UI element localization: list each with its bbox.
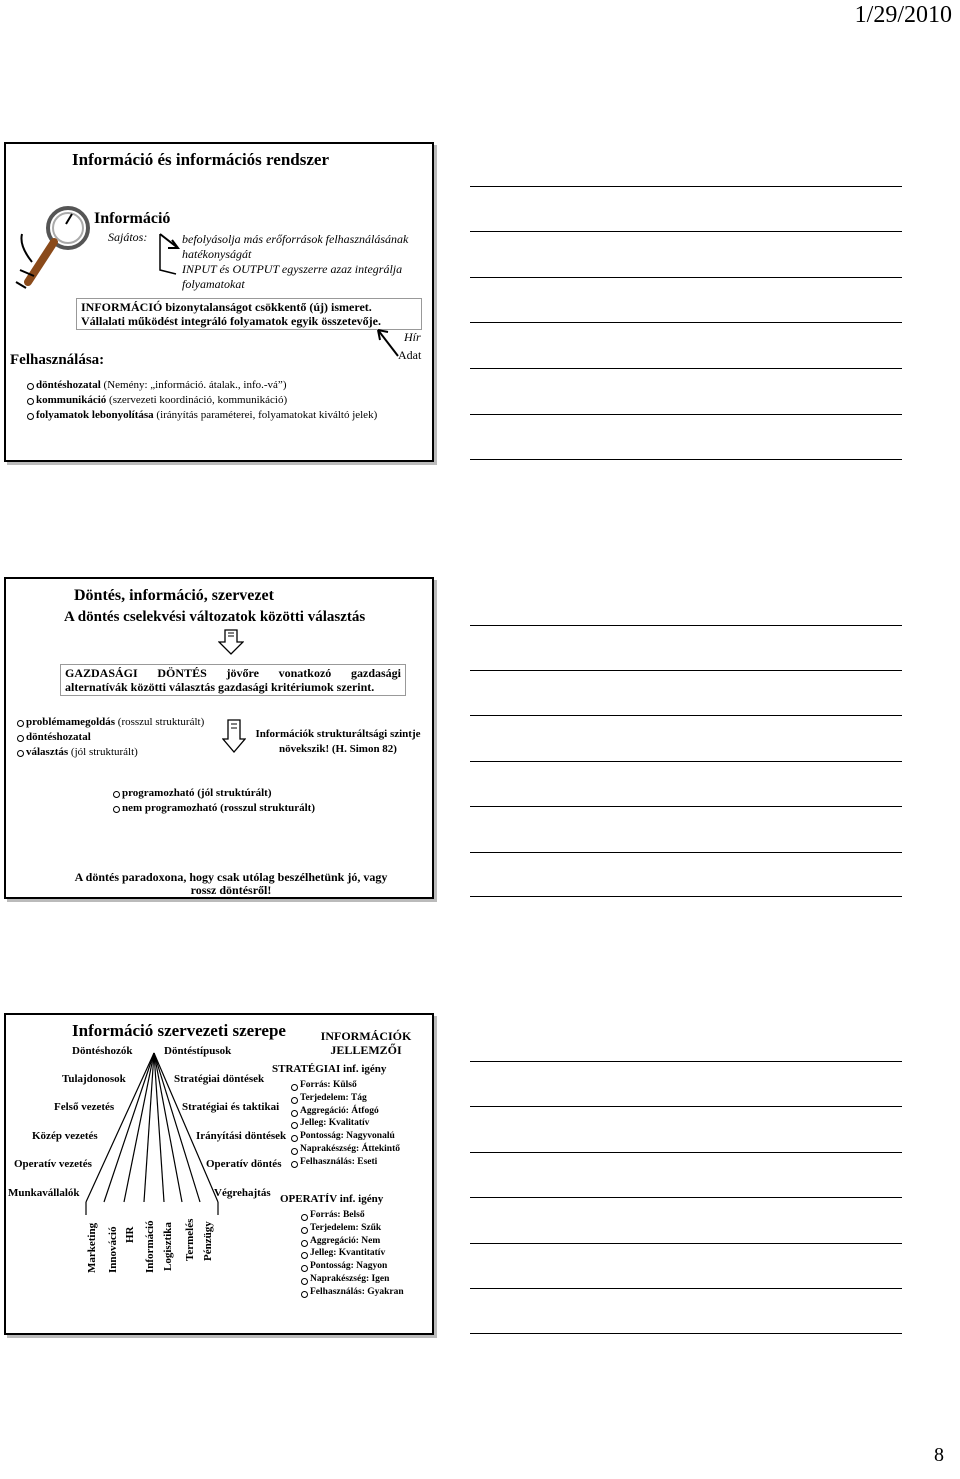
info-structure-note: [248, 727, 428, 757]
header-date: 1/29/2010: [854, 2, 952, 28]
list-item: Felhasználás: Gyakran: [300, 1286, 430, 1299]
box-line: GAZDASÁGI DÖNTÉS jövőre vonatkozó gazdasági: [65, 666, 401, 680]
programmability-list: [112, 786, 392, 816]
definition-line: INFORMÁCIÓ bizonytalanságot csökkentő (új) ismeret.: [81, 300, 372, 314]
list-item: Forrás: Belső: [300, 1209, 430, 1222]
decision-list: [16, 715, 236, 760]
operative-title: OPERATÍV inf. igény: [280, 1193, 384, 1205]
hir-label: Hír: [404, 330, 421, 344]
slide-2: [4, 577, 434, 899]
adat-label: Adat: [398, 348, 422, 362]
list-item: Naprakészség: Igen: [300, 1273, 430, 1286]
note-line: rossz döntésről!: [190, 883, 272, 897]
sajatos-line: folyamatokat: [182, 277, 245, 291]
list-item: Aggregáció: Átfogó: [290, 1105, 430, 1118]
sajatos-line: INPUT és OUTPUT egyszerre azaz integrálja: [182, 262, 403, 276]
list-item: Naprakészség: Áttekintő: [290, 1143, 430, 1156]
list-item: programozható (jól struktúrált): [112, 786, 392, 801]
strategic-title: STRATÉGIAI inf. igény: [272, 1063, 387, 1075]
arrow-down-icon: [222, 719, 246, 753]
decision-type-item: Operatív döntés: [206, 1158, 282, 1170]
function-label: Marketing: [86, 1222, 98, 1273]
decider-item: Közép vezetés: [32, 1130, 98, 1142]
definition-line: Vállalati működést integráló folyamatok egyik összetevője.: [81, 314, 381, 328]
notes-lines-3: [470, 1061, 902, 1341]
usage-heading: Felhasználása:: [10, 352, 105, 368]
economic-decision-box: [60, 664, 406, 696]
sajatos-line: befolyásolja más erőforrások felhasználásának: [182, 232, 409, 246]
slide-subtitle: A döntés cselekvési változatok közötti választás: [64, 609, 366, 625]
bracket-arrow-icon: [158, 230, 182, 280]
list-item: Pontosság: Nagyon: [300, 1260, 430, 1273]
decision-type-item: Végrehajtás: [214, 1187, 271, 1199]
list-item: problémamegoldás (rosszul strukturált): [16, 715, 236, 730]
usage-list: [26, 378, 426, 423]
slide-title: Információ és információs rendszer: [72, 150, 329, 169]
box-line: alternatívák közötti választás gazdasági kritériumok szerint.: [65, 680, 375, 694]
decider-item: Munkavállalók: [8, 1187, 80, 1199]
decision-type-item: Stratégiai döntések: [174, 1073, 265, 1085]
function-label: Innováció: [107, 1226, 119, 1273]
title-line: JELLEMZŐI: [330, 1043, 402, 1057]
title-line: INFORMÁCIÓK: [320, 1029, 412, 1043]
list-item: döntéshozatal (Nemény: „információ. átalak., info.-vá”): [26, 378, 426, 393]
slide-title: Információ szervezeti szerepe: [72, 1021, 286, 1040]
sajatos-label: Sajátos:: [108, 230, 148, 244]
function-label: HR: [124, 1226, 136, 1243]
list-item: nem programozható (rosszul strukturált): [112, 801, 392, 816]
function-label: Logisztika: [162, 1222, 174, 1271]
function-label: Termelés: [184, 1218, 196, 1261]
operative-list: [300, 1209, 430, 1299]
function-label: Pénzügy: [202, 1221, 214, 1261]
list-item: Terjedelem: Szűk: [300, 1222, 430, 1235]
strategic-list: [290, 1079, 430, 1169]
paradox-note: [46, 871, 416, 897]
list-item: Jelleg: Kvantitatív: [300, 1247, 430, 1260]
decision-types-header: Döntéstípusok: [164, 1045, 232, 1057]
decider-item: Felső vezetés: [54, 1101, 115, 1113]
note-line: A döntés paradoxona, hogy csak utólag beszélhetünk jó, vagy: [74, 870, 388, 884]
note-line: növekszik! (H. Simon 82): [279, 743, 397, 755]
list-item: Forrás: Külső: [290, 1079, 430, 1092]
notes-lines-1: [470, 186, 902, 466]
page-number: 8: [934, 1444, 944, 1466]
list-item: Pontosság: Nagyvonalú: [290, 1130, 430, 1143]
sajatos-text: [182, 232, 408, 292]
list-item: folyamatok lebonyolítása (irányítás paraméterei, folyamatokat kiváltó jelek): [26, 408, 426, 423]
list-item: választás (jól strukturált): [16, 745, 236, 760]
deciders-header: Döntéshozók: [72, 1045, 133, 1057]
function-label: Információ: [144, 1220, 156, 1273]
info-heading: Információ: [94, 210, 171, 227]
notes-lines-2: [470, 625, 902, 905]
list-item: Felhasználás: Eseti: [290, 1156, 430, 1169]
sajatos-line: hatékonyságát: [182, 247, 252, 261]
definition-box: [76, 298, 422, 330]
decider-item: Tulajdonosok: [62, 1073, 126, 1085]
list-item: Aggregáció: Nem: [300, 1235, 430, 1248]
list-item: döntéshozatal: [16, 730, 236, 745]
slide-title: Döntés, információ, szervezet: [74, 587, 274, 604]
decision-type-item: Stratégiai és taktikai: [182, 1101, 280, 1113]
slide-3: [4, 1013, 434, 1335]
arrow-down-icon: [218, 629, 244, 655]
list-item: Jelleg: Kvalitatív: [290, 1117, 430, 1130]
note-line: Információk strukturáltsági szintje: [255, 728, 421, 740]
magnifier-figure-icon: [12, 200, 98, 296]
list-item: Terjedelem: Tág: [290, 1092, 430, 1105]
decider-item: Operatív vezetés: [14, 1158, 92, 1170]
decision-type-item: Irányítási döntések: [196, 1130, 287, 1142]
slide-1: [4, 142, 434, 462]
list-item: kommunikáció (szervezeti koordináció, kommunikáció): [26, 393, 426, 408]
